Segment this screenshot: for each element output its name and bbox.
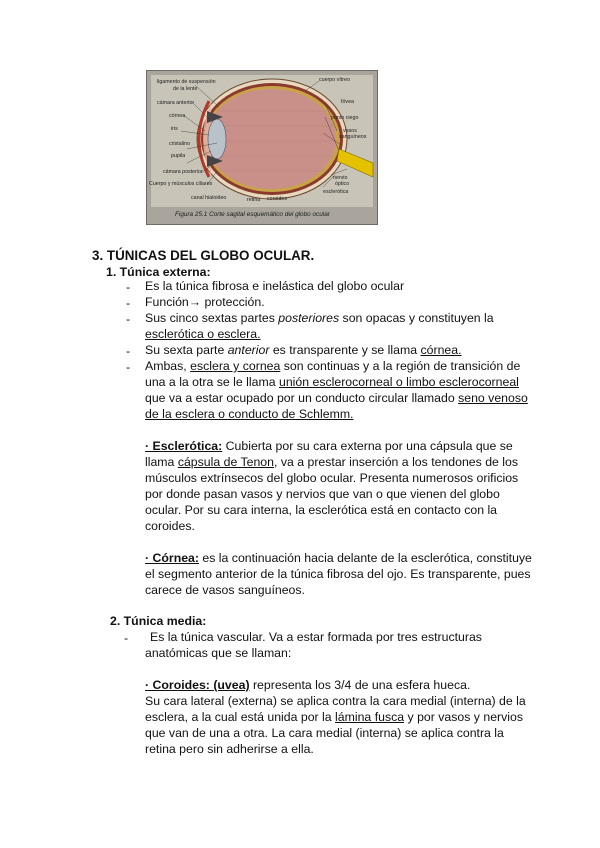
label-coroides: coroides: [267, 196, 288, 202]
list-item: Su sexta parte anterior es transparente y se llama córnea.: [145, 343, 462, 357]
label-esclerotica: esclerótica: [323, 189, 349, 195]
bullet-dash: -: [126, 296, 131, 310]
esclerotica-line: por donde pasan vasos y nervios que van o que vienen del globo: [145, 487, 500, 501]
subsection-title-tunica-media: 2. Túnica media:: [110, 614, 207, 628]
coroides-paragraph: · Coroides: (uvea) representa los 3/4 de una esfera hueca.: [145, 678, 471, 692]
cornea-line: el segmento anterior de la túnica fibrosa del ojo. Es transparente, pues: [145, 567, 531, 581]
label-cornea: córnea: [169, 113, 186, 119]
esclerotica-line: músculos extrínsecos del globo ocular. Presenta numerosos orificios: [145, 471, 519, 485]
list-item: Función→ protección.: [145, 295, 265, 309]
label-canal-hialoideo: canal hialoideo: [191, 195, 227, 201]
coroides-line: Su cara lateral (externa) se aplica contra la cara medial (interna) de la: [145, 694, 526, 708]
list-item-continuation: de la esclera o conducto de Schlemm.: [145, 407, 354, 421]
label-retina: retina: [247, 197, 261, 203]
bullet-dash: -: [124, 631, 129, 645]
label-sanguineos: sanguíneos: [339, 134, 367, 140]
label-pupila: pupila: [171, 153, 186, 159]
list-item: Es la túnica vascular. Va a estar formada por tres estructuras: [150, 630, 482, 644]
list-item-continuation: una a la otra se le llama unión esclerocorneal o limbo esclerocorneal: [145, 375, 519, 389]
label-fovea: fóvea: [341, 99, 354, 105]
list-item: Ambas, esclera y cornea son continuas y a la región de transición de: [145, 359, 521, 373]
bullet-dash: -: [126, 280, 131, 294]
esclerotica-line: llama cápsula de Tenon, va a prestar inserción a los tendones de los: [145, 455, 519, 469]
esclerotica-line: ocular. Por su cara interna, la esclerótica está en contacto con la: [145, 503, 498, 517]
list-item-continuation: esclerótica o esclera.: [145, 327, 261, 341]
subsection-title-tunica-externa: 1. Túnica externa:: [106, 265, 211, 279]
esclerotica-paragraph: · Esclerótica: Cubierta por su cara externa por una cápsula que se: [145, 439, 513, 453]
list-item: Es la túnica fibrosa e inelástica del globo ocular: [145, 279, 405, 293]
figure-caption: Figura 25.1 Corte sagital esquemático del globo ocular: [175, 211, 330, 218]
list-item-continuation: anatómicas que se llaman:: [145, 646, 292, 660]
label-cuerpo-ciliar: Cuerpo y músculos ciliares: [149, 181, 213, 187]
label-cristalino: cristalino: [169, 141, 190, 147]
eye-cross-section-illustration: [147, 71, 377, 224]
bullet-dash: -: [126, 344, 131, 358]
label-nervio: nervio: [333, 175, 348, 181]
coroides-line: que van de una a otra. La cara medial (interna) se aplica contra la: [145, 726, 504, 740]
coroides-line: esclera, a la cual está unida por la lámina fusca y por vasos y nervios: [145, 710, 524, 724]
coroides-line: retina pero sin adherirse a ella.: [145, 742, 314, 756]
bullet-dash: -: [126, 360, 131, 374]
label-camara-anterior: cámara anterior: [157, 100, 195, 106]
label-ligamento: ligamento de suspensión: [157, 79, 216, 85]
label-ligamento-2: de la lente: [173, 86, 198, 92]
label-punto-ciego: punto ciego: [331, 115, 359, 121]
label-cuerpo-vitreo: cuerpo vítreo: [319, 77, 350, 83]
esclerotica-line: coroides.: [145, 519, 195, 533]
label-vasos: vasos: [343, 128, 357, 134]
list-item-continuation: que va a estar ocupado por un conducto circular llamado seno venoso: [145, 391, 528, 405]
section-heading: 3. TÚNICAS DEL GLOBO OCULAR.: [92, 248, 315, 263]
label-optico: óptico: [335, 181, 350, 187]
cornea-paragraph: · Córnea: es la continuación hacia delante de la esclerótica, constituye: [145, 551, 532, 565]
cornea-line: carece de vasos sanguíneos.: [145, 583, 305, 597]
label-camara-posterior: cámara posterior: [163, 169, 203, 175]
eye-diagram-figure: [146, 70, 378, 225]
label-iris: iris: [171, 126, 178, 132]
list-item: Sus cinco sextas partes posteriores son opacas y constituyen la: [145, 311, 494, 325]
bullet-dash: -: [126, 312, 131, 326]
